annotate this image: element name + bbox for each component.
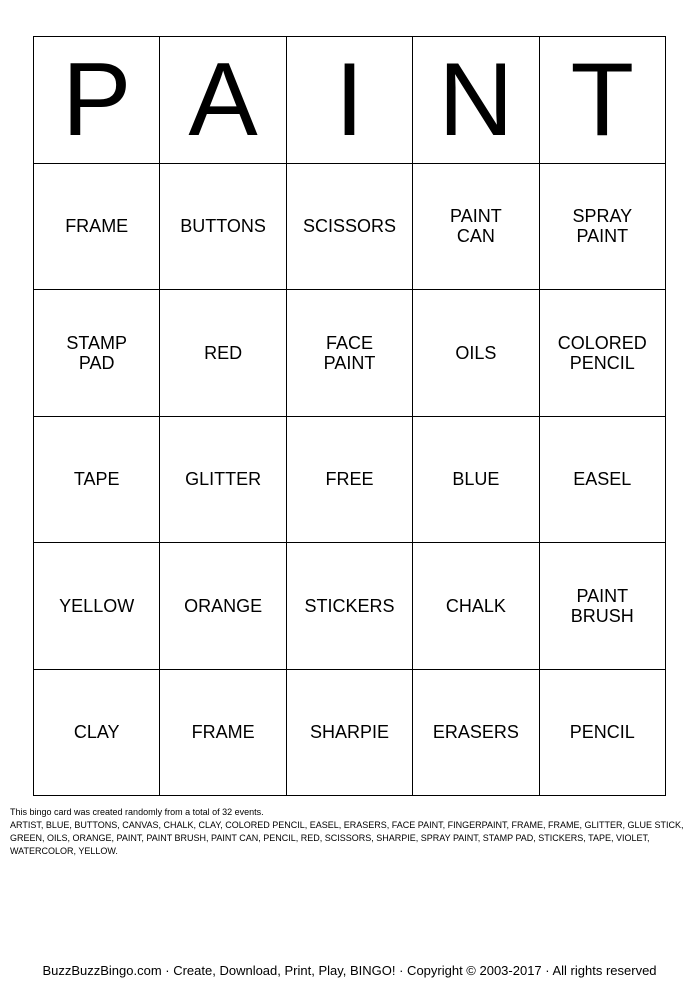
bingo-cell: PENCIL: [540, 670, 666, 797]
bingo-cell: PAINT BRUSH: [540, 543, 666, 670]
bingo-cell: ERASERS: [413, 670, 539, 797]
bingo-cell: YELLOW: [34, 543, 160, 670]
bingo-cell: BUTTONS: [160, 164, 286, 291]
free-space-cell: FREE: [287, 417, 413, 544]
bingo-cell: OILS: [413, 290, 539, 417]
bingo-cell: SHARPIE: [287, 670, 413, 797]
bingo-cell: FRAME: [160, 670, 286, 797]
bingo-cell: ORANGE: [160, 543, 286, 670]
header-letter-n: N: [413, 37, 539, 164]
bingo-cell: STAMP PAD: [34, 290, 160, 417]
bingo-cell: PAINT CAN: [413, 164, 539, 291]
bingo-cell: TAPE: [34, 417, 160, 544]
bingo-card: [33, 36, 666, 796]
bingo-cell: EASEL: [540, 417, 666, 544]
header-letter-a: A: [160, 37, 286, 164]
header-letter-t: T: [540, 37, 666, 164]
bingo-cell: SCISSORS: [287, 164, 413, 291]
bingo-cell: STICKERS: [287, 543, 413, 670]
bingo-cell: GLITTER: [160, 417, 286, 544]
page-footer: BuzzBuzzBingo.com · Create, Download, Print, Play, BINGO! · Copyright © 2003-2017 · All rights reserved: [42, 963, 657, 978]
bingo-cell: BLUE: [413, 417, 539, 544]
bingo-cell: SPRAY PAINT: [540, 164, 666, 291]
bingo-cell: RED: [160, 290, 286, 417]
note-event-list: ARTIST, BLUE, BUTTONS, CANVAS, CHALK, CLAY, COLORED PENCIL, EASEL, ERASERS, FACE PAINT, FINGERPAINT, FRAME, FRAME, GLITTER, GLUE STICK, GREEN, OILS, ORANGE, PAINT, PAINT BRUSH, PAINT CAN, PENCIL, RED, SCISSORS, SHARPIE, SPRAY PAINT, STAMP PAD, STICKERS, TAPE, VIOLET, WATERCOLOR, YELLOW.: [10, 820, 684, 856]
bingo-cell: CHALK: [413, 543, 539, 670]
bingo-cell: FACE PAINT: [287, 290, 413, 417]
card-note: [10, 806, 692, 858]
bingo-cell: FRAME: [34, 164, 160, 291]
note-summary: This bingo card was created randomly from a total of 32 events.: [10, 807, 264, 817]
bingo-cell: COLORED PENCIL: [540, 290, 666, 417]
header-letter-i: I: [287, 37, 413, 164]
bingo-cell: CLAY: [34, 670, 160, 797]
header-letter-p: P: [34, 37, 160, 164]
